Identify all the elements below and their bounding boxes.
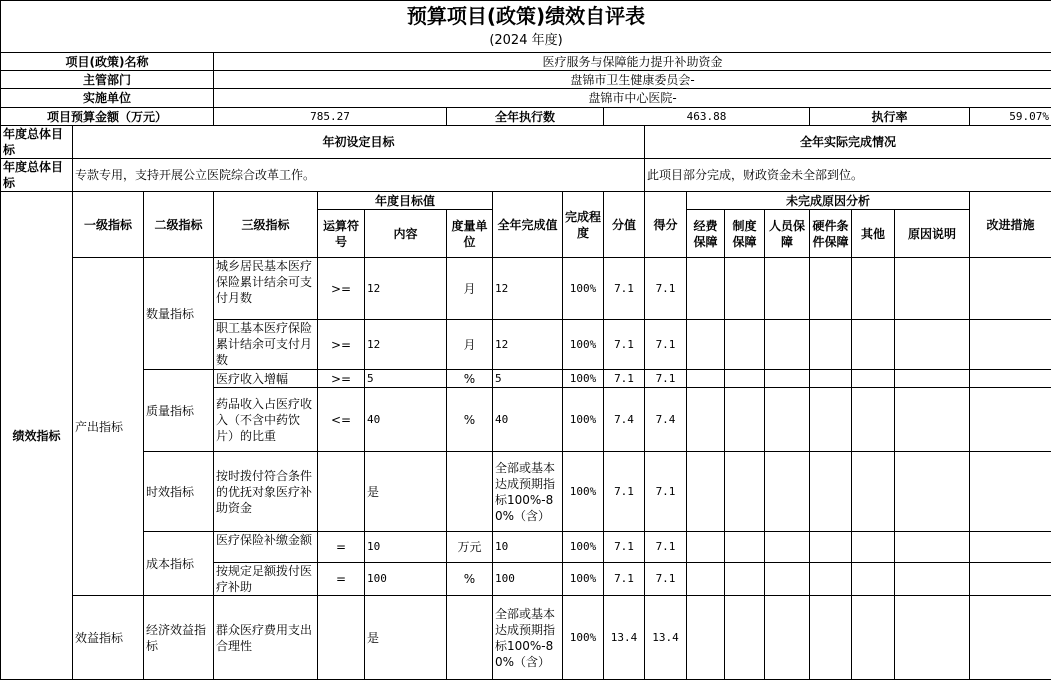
indicator-got: 7.4 bbox=[645, 388, 687, 452]
rate-label: 执行率 bbox=[810, 108, 970, 126]
header-improve: 改进措施 bbox=[970, 192, 1051, 258]
initial-goal-header: 年初设定目标 bbox=[73, 126, 645, 159]
indicator-name: 按规定足额拨付医疗补助 bbox=[214, 563, 318, 596]
header-r2: 制度保障 bbox=[725, 210, 765, 258]
header-level2: 二级指标 bbox=[144, 192, 214, 258]
indicator-unit: % bbox=[447, 370, 493, 388]
actual-goal-header: 全年实际完成情况 bbox=[645, 126, 1051, 159]
indicator-degree: 100% bbox=[563, 388, 604, 452]
indicator-content: 5 bbox=[365, 370, 447, 388]
group-output: 产出指标 bbox=[73, 258, 144, 596]
header-r5: 其他 bbox=[852, 210, 895, 258]
goal-label: 年度总体目标 bbox=[1, 126, 73, 159]
header-target: 年度目标值 bbox=[318, 192, 493, 210]
table-row bbox=[1, 370, 1051, 388]
initial-goal-text: 专款专用，支持开展公立医院综合改革工作。 bbox=[73, 159, 645, 192]
project-name-label: 项目(政策)名称 bbox=[1, 53, 214, 71]
indicator-content: 100 bbox=[365, 563, 447, 596]
table-row bbox=[1, 532, 1051, 563]
indicator-degree: 100% bbox=[563, 370, 604, 388]
indicator-done: 10 bbox=[493, 532, 563, 563]
header-op: 运算符号 bbox=[318, 210, 365, 258]
indicator-got: 7.1 bbox=[645, 563, 687, 596]
indicator-name: 医疗收入增幅 bbox=[214, 370, 318, 388]
indicator-name: 职工基本医疗保险累计结余可支付月数 bbox=[214, 320, 318, 370]
indicator-degree: 100% bbox=[563, 563, 604, 596]
header-r6: 原因说明 bbox=[895, 210, 970, 258]
indicator-op bbox=[318, 452, 365, 532]
goal-label-2: 年度总体目标 bbox=[1, 159, 73, 192]
indicator-degree: 100% bbox=[563, 452, 604, 532]
header-unit: 度量单位 bbox=[447, 210, 493, 258]
indicator-content: 12 bbox=[365, 258, 447, 320]
budget-label: 项目预算金额（万元） bbox=[1, 108, 214, 126]
indicator-score: 7.1 bbox=[604, 370, 645, 388]
indicator-op: = bbox=[318, 563, 365, 596]
group-benefit: 效益指标 bbox=[73, 596, 144, 680]
table-row bbox=[1, 596, 1051, 680]
indicator-op: >= bbox=[318, 370, 365, 388]
indicator-got: 13.4 bbox=[645, 596, 687, 680]
indicator-unit: % bbox=[447, 563, 493, 596]
header-level1: 一级指标 bbox=[73, 192, 144, 258]
indicator-degree: 100% bbox=[563, 320, 604, 370]
header-content: 内容 bbox=[365, 210, 447, 258]
indicator-got: 7.1 bbox=[645, 452, 687, 532]
indicator-got: 7.1 bbox=[645, 370, 687, 388]
indicator-score: 7.1 bbox=[604, 320, 645, 370]
indicator-got: 7.1 bbox=[645, 532, 687, 563]
unit-value: 盘锦市中心医院- bbox=[214, 89, 1051, 108]
perf-indicator-label: 绩效指标 bbox=[1, 192, 73, 680]
indicator-unit: % bbox=[447, 388, 493, 452]
indicator-content: 是 bbox=[365, 596, 447, 680]
unit-label: 实施单位 bbox=[1, 89, 214, 108]
group-cost: 成本指标 bbox=[144, 532, 214, 596]
indicator-unit bbox=[447, 596, 493, 680]
indicator-name: 医疗保险补缴金额 bbox=[214, 532, 318, 563]
group-quality: 质量指标 bbox=[144, 370, 214, 452]
header-r4: 硬件条件保障 bbox=[810, 210, 852, 258]
indicator-op: >= bbox=[318, 258, 365, 320]
header-got: 得分 bbox=[645, 192, 687, 258]
indicator-done: 全部或基本达成预期指标100%-80%（含） bbox=[493, 452, 563, 532]
indicator-unit: 万元 bbox=[447, 532, 493, 563]
indicator-name: 城乡居民基本医疗保险累计结余可支付月数 bbox=[214, 258, 318, 320]
project-name-value: 医疗服务与保障能力提升补助资金 bbox=[214, 53, 1051, 71]
group-quantity: 数量指标 bbox=[144, 258, 214, 370]
page-title: 预算项目(政策)绩效自评表 bbox=[1, 1, 1051, 31]
dept-value: 盘锦市卫生健康委员会- bbox=[214, 71, 1051, 89]
indicator-content: 40 bbox=[365, 388, 447, 452]
indicator-op bbox=[318, 596, 365, 680]
indicator-name: 按时拨付符合条件的优抚对象医疗补助资金 bbox=[214, 452, 318, 532]
indicator-done: 12 bbox=[493, 320, 563, 370]
indicator-degree: 100% bbox=[563, 596, 604, 680]
indicator-degree: 100% bbox=[563, 258, 604, 320]
indicator-got: 7.1 bbox=[645, 320, 687, 370]
indicator-degree: 100% bbox=[563, 532, 604, 563]
header-done: 全年完成值 bbox=[493, 192, 563, 258]
header-r3: 人员保障 bbox=[765, 210, 810, 258]
actual-goal-text: 此项目部分完成，财政资金未全部到位。 bbox=[645, 159, 1051, 192]
indicator-op: >= bbox=[318, 320, 365, 370]
indicator-done: 全部或基本达成预期指标100%-80%（含） bbox=[493, 596, 563, 680]
indicator-score: 7.1 bbox=[604, 452, 645, 532]
indicator-done: 100 bbox=[493, 563, 563, 596]
indicator-content: 12 bbox=[365, 320, 447, 370]
indicator-unit: 月 bbox=[447, 258, 493, 320]
executed-value: 463.88 bbox=[604, 108, 810, 126]
indicator-score: 7.1 bbox=[604, 258, 645, 320]
header-r1: 经费保障 bbox=[687, 210, 725, 258]
indicator-content: 10 bbox=[365, 532, 447, 563]
indicator-op: = bbox=[318, 532, 365, 563]
indicator-got: 7.1 bbox=[645, 258, 687, 320]
report-year: (2024 年度) bbox=[1, 31, 1051, 53]
table-row bbox=[1, 452, 1051, 532]
header-degree: 完成程度 bbox=[563, 192, 604, 258]
group-timeliness: 时效指标 bbox=[144, 452, 214, 532]
rate-value: 59.07% bbox=[970, 108, 1051, 126]
header-score: 分值 bbox=[604, 192, 645, 258]
indicator-name: 药品收入占医疗收入（不含中药饮片）的比重 bbox=[214, 388, 318, 452]
dept-label: 主管部门 bbox=[1, 71, 214, 89]
table-row bbox=[1, 258, 1051, 320]
indicator-score: 13.4 bbox=[604, 596, 645, 680]
indicator-op: <= bbox=[318, 388, 365, 452]
indicator-name: 群众医疗费用支出合理性 bbox=[214, 596, 318, 680]
indicator-score: 7.1 bbox=[604, 532, 645, 563]
indicator-unit: 月 bbox=[447, 320, 493, 370]
indicator-score: 7.4 bbox=[604, 388, 645, 452]
group-economic: 经济效益指标 bbox=[144, 596, 214, 680]
budget-value: 785.27 bbox=[214, 108, 447, 126]
indicator-done: 40 bbox=[493, 388, 563, 452]
indicator-unit bbox=[447, 452, 493, 532]
indicator-done: 12 bbox=[493, 258, 563, 320]
header-level3: 三级指标 bbox=[214, 192, 318, 258]
indicator-done: 5 bbox=[493, 370, 563, 388]
indicator-content: 是 bbox=[365, 452, 447, 532]
header-reason: 未完成原因分析 bbox=[687, 192, 970, 210]
indicator-score: 7.1 bbox=[604, 563, 645, 596]
executed-label: 全年执行数 bbox=[447, 108, 604, 126]
